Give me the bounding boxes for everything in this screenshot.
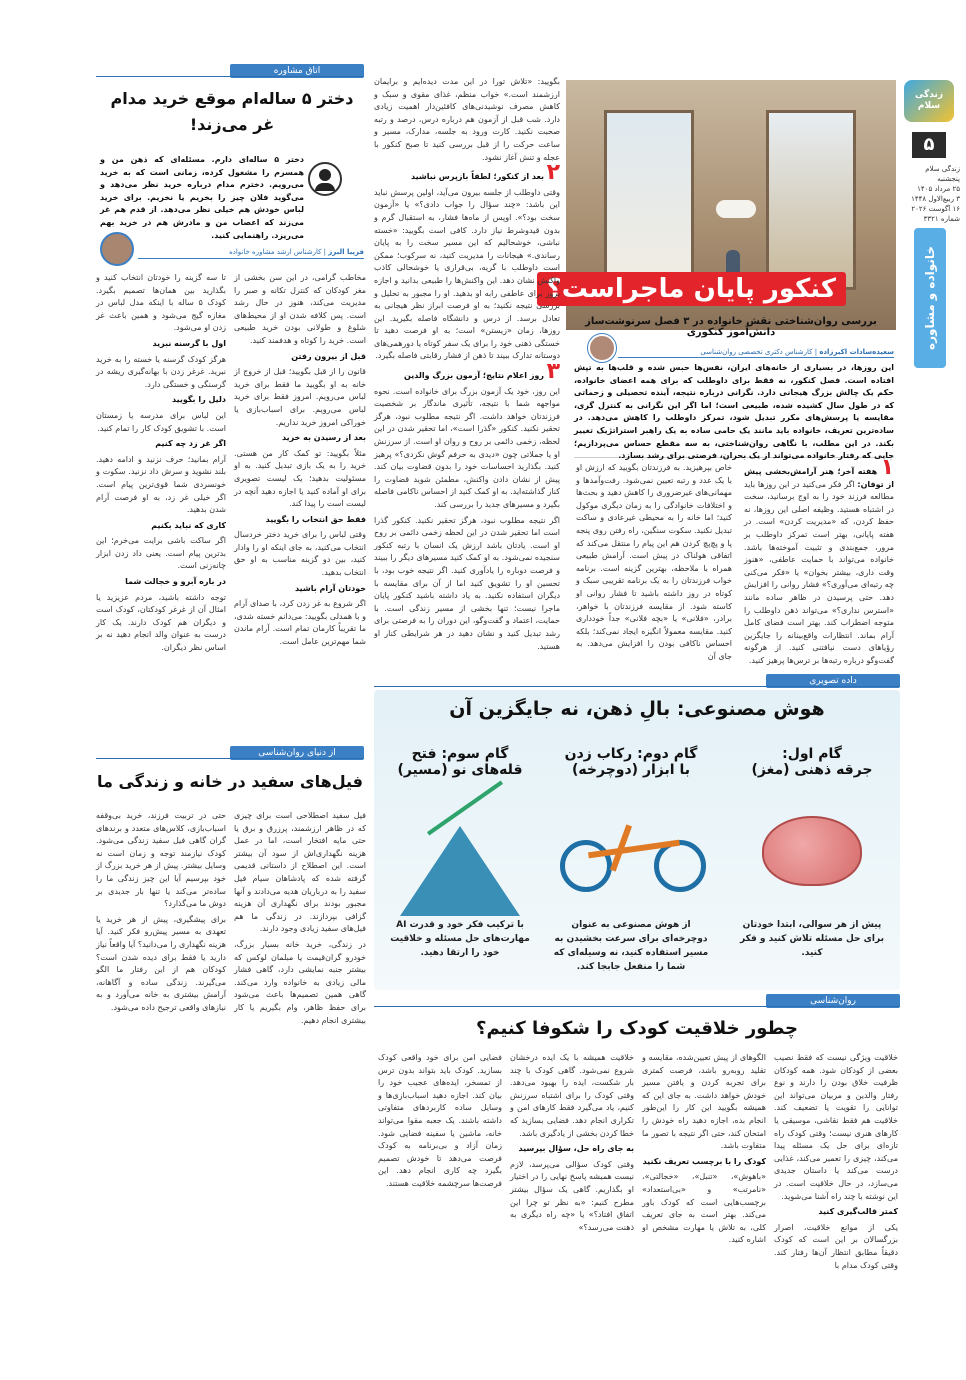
answerer-name: فریبا البرز xyxy=(328,248,364,256)
lead-author-avatar xyxy=(588,334,616,362)
creativity-title: چطور خلاقیت کودک را شکوفا کنیم؟ xyxy=(476,1018,798,1039)
advice-tip1-body: هرگز کودک گرسنه یا خسته را به خرید نبرید. غرغر زدن با بهانه‌گیری ریشه در گرسنگی و خستگی دارد. xyxy=(96,354,226,389)
creativity-col3-text: خلاقیت همیشه با یک ایده درخشان شروع نمی‌شود. گاهی کودک با چند بار شکست، ایده را بهبود می‌دهد. وقتی کودک را برای اشتباه سرزنش کنیم، یاد می‌گیرد فقط کارهای امن و تکراری انجام دهد. فضایی بسازید که خطا کردن بخشی از یادگیری باشد. xyxy=(510,1053,634,1138)
lead-author-name: سعیده‌سادات اکبرزاده xyxy=(819,348,894,356)
question-icon xyxy=(308,162,342,196)
date-block xyxy=(898,164,960,224)
date-hijri: ۳ ربیع‌الاول ۱۴۴۸ xyxy=(911,195,960,203)
elephants-body2: در زندگی، خرید خانه بسیار بزرگ، خودرو گران‌قیمت یا مبلمان لوکس که بیشتر جنبه نمایشی دارد، گاهی فشار مالی زیادی به خانواده وارد می‌کند. گاهی همین تصمیم‌ها باعث می‌شود برای حفظ ظاهر، وام بگیریم یا کار بیشتری انجام دهیم. xyxy=(234,939,366,1025)
lead-subtitle: بررسی روان‌شناختی نقش خانواده در ۳ فصل سرنوشت‌ساز دانش‌آموز کنکوری xyxy=(585,316,877,338)
step-2-label: گام دوم: رکاب زدن xyxy=(564,746,698,762)
elephants-section-label: از دنیای روان‌شناسی xyxy=(230,746,364,760)
advice-sub1-body: قانون را از قبل بگویید؛ قبل از خروج از خانه به او بگویید ما فقط برای خرید لباس می‌رویم. امروز فقط برای خرید لباس می‌رویم. برای اسباب‌بازی یا خوراکی امروز خرید نداریم. xyxy=(234,367,366,427)
advice-tip2-body: این لباس برای مدرسه یا زمستان است. با تشویق کودک کار را تمام کنید. xyxy=(96,410,226,433)
elephants-title: فیل‌های سفید در خانه و زندگی ما xyxy=(97,772,363,791)
infographic-title: هوش مصنوعی: بالِ ذهن، نه جایگزین آن xyxy=(449,698,825,720)
creativity-col3 xyxy=(510,1052,634,1372)
advice-sub1: قبل از بیرون رفتن xyxy=(291,351,366,361)
advice-sub2-body: مثلاً بگویید: تو کمک کار من هستی. خرید را به یک بازی تبدیل کنید. به او مسئولیت بدهید؛ یک لیست تصویری برای او آماده کنید یا اجازه دهید آنچه در لیست است را پیدا کند. xyxy=(234,448,366,509)
advice-col2-text: تا سه گزینه را خودتان انتخاب کنید و بگذارید بین همان‌ها تصمیم بگیرد. کودک ۵ ساله با اینکه مدل لباس در مغازه گیج می‌شود و همین باعث غر زدن او می‌شود. xyxy=(96,273,226,333)
advice-question: دختر ۵ ساله‌ای دارم. مسئله‌ای که ذهن من و همسرم را مشغول کرده، زمانی است که به خرید می‌رویم. دخترم مدام درباره خرید نظر می‌دهد و می‌گوید فلان چیز را بخریم یا نخریم. برای خرید لباس خودش هم خیلی نظر می‌دهد. از قدم هم غر می‌زند که اعصاب من و مادرش هم در خرید بهم می‌ریزد. راهنمایی کنید. xyxy=(100,155,304,240)
advice-sub2: بعد از رسیدن به خرید xyxy=(281,433,366,443)
step-2-name: با ابزار (دوچرخه) xyxy=(572,762,690,778)
lead-s2-body: وقتی داوطلب از جلسه بیرون می‌آید، اولین پرسش نباید این باشد: «چند سؤال را جواب دادی؟» یا «آزمون سخت بود؟». اوپس از ماه‌ها فشار، به استقبال گرم و بدون قیدوشرط نیاز دارد. کافی است بگویید: «خسته نباشی، خوشحالیم که این مسیر سخت را به پایان رساندی.» هیجانات را مدیریت کنید، نه سرکوب؛ ممکن است داوطلب با گریه، بی‌قراری یا خوشحالی کاذب واکنش نشان دهد. این واکنش‌ها را طبیعی بدانید و اجازه بروز برای عاطفی رابه او بدهید. او را مجبور به تحلیل و بررسی نتیجه نکنید؛ به او فرصت ابراز نظر هیجانی به تعادل برسد. از درس و دانشگاه فاصله بگیرید. این روزها، زمان «زیستن» است؛ به او فرصت دهید تا خستگی ذهنی خود را برای یک سفر کوتاه یا دورهمی‌های دوستانه تدارک ببیند تا ذهن از فشار رقابتی فاصله بگیرد. xyxy=(374,187,560,361)
advice-section-label: اتاق مشاوره xyxy=(230,64,364,78)
creativity-section-label: روان‌شناسی xyxy=(766,994,900,1008)
advice-rule xyxy=(96,76,364,77)
creativity-h1-body: یکی از موانع خلاقیت، اصرار بزرگسالان بر این است که کودک دقیقاً مطابق انتظار آن‌ها رفتار کند. وقتی کودک مدام با xyxy=(774,1222,898,1270)
step-2-caption: از هوش مصنوعی به عنوان دوچرخه‌ای برای سرعت بخشیدن به مسیر استفاده کنید، نه وسیله‌ای که شما را منفعل جابجا کند. xyxy=(553,920,709,972)
creativity-rule xyxy=(374,1006,900,1007)
cloud xyxy=(716,200,756,218)
page-number: ۵ xyxy=(912,132,946,158)
advice-tip4-body: اگر ساکت باشی برایت می‌خرم؛ این بدترین پیام است. یعنی داد زدن ابزار چانه‌زنی است. xyxy=(96,536,226,571)
lead-s3-body: این روز، خود یک آزمون بزرگ برای خانواده است. نحوه مواجهه شما با نتیجه، تأثیری ماندگار بر شخصیت فرزندتان خواهد داشت. اگر نتیجه مطلوب نبود، هرگز تحقیر نکنید. کنکور «گذرا است»، اما تحقیر شدن در این لحظه، زخمی دائمی بر روح و روان او است. از سرزنش او یا جملاتی چون «دیدی به حرفم گوش نکردی؟» پرهیز کنید. بگذارید احساسات خود را بدون قضاوت بیان کند. پیش از نشان دادن واکنش، مطمئن شوید قضاوت را کنار گذاشته‌اید. به او کمک کنید از احساس ناکامی فاصله بگیرد و مسیرهای جدید را بررسی کند. xyxy=(374,386,560,509)
lead-author-bar: سعیده‌سادات اکبرزاده | کارشناس دکتری تخصصی روان‌شناسی xyxy=(618,346,894,358)
bicycle-icon xyxy=(560,816,710,896)
advice-title: دختر ۵ ساله‌ام موقع خرید مدام غر می‌زند! xyxy=(110,89,354,134)
advice-sub3-body: وقتی لباس را برای خرید دختر خردسال انتخاب می‌کنید، به جای اینکه او را وادار کنید، بین دو گزینه مناسب به او حق انتخاب بدهید. xyxy=(234,530,366,578)
step-1 xyxy=(732,746,892,986)
advice-tip3: اگر غر زد چه کنیم xyxy=(155,439,226,449)
section-number-3: ۳ xyxy=(546,359,560,385)
lead-s1-title: هفته آخر؛ هنر آرامش‌بخشی پیش از توفان: xyxy=(744,467,895,489)
answerer-role: کارشناس ارشد مشاوره خانواده xyxy=(229,248,322,256)
lead-col1 xyxy=(744,455,895,665)
mountain-icon xyxy=(400,826,520,916)
step-3 xyxy=(380,746,540,986)
creativity-h1: کمتر قالب‌گیری کنید xyxy=(818,1207,898,1217)
advice-tip1: اول با گرسنه نبرید xyxy=(152,338,226,348)
advice-sub4-body: اگر شروع به غر زدن کرد، با صدای آرام و با همدلی بگویید: می‌دانم خسته شدی، ما تقریباً کارمان تمام است. آرام ماندن شما مهم‌ترین عامل است. xyxy=(234,599,366,647)
lead-col2: خاص بپرهیزید. به فرزندتان بگویید که ارزش او با یک عدد و رتبه تعیین نمی‌شود. رفت‌وآمدها و مهمانی‌های غیرضروری را کاهش دهید و بحث‌ها و اختلافات خانوادگی را به زمان دیگری موکول کنید؛ اما خانه را به محیطی غیرعادی و ساکت تبدیل نکنید. سکوت سنگین، راه رفتن روی پنجه پا و پچ‌پچ کردن هم این پیام را منتقل می‌کند که اتفاقی هولناک در پیش است. آرامش طبیعی همراه با ملاحظه، بهترین گزینه است. برنامه خواب فرزندتان را به یک برنامه تقریبی سبک و کوتاه در روز داشته باشید تا فشار روانی او کاسته شود. از مقایسه فرزندتان با خواهر، برادر، «فلانی» یا «بچه فلانی» جداً خودداری کنید. مقایسه معمولاً انگیزه ایجاد نمی‌کند؛ بلکه احساس ناکافی بودن را افزایش می‌دهد. به جای آن xyxy=(576,463,732,661)
advice-col1 xyxy=(234,272,366,732)
section-number-2: ۲ xyxy=(546,160,560,186)
lead-s1-body: اگر فکر می‌کنید در این روزها باید مطالعه فرزند خود را به اوج برسانید، سخت در اشتباه هستید. وظیفه اصلی این روزها، نه حفظ کردن، که «مدیریت کردن» است. در هفته پایانی، بهتر است تمرکز داوطلب بر مرور، جمع‌بندی و تثبیت آموخته‌ها باشد. خانواده می‌تواند با حمایت عاطفی، «هنوز وقت داری، بیشتر بخوان» یا «فکر می‌کنی چه رتبه‌ای می‌آوری؟» فشار روانی را افزایش دهد. حتی پرسیدن در ظاهر ساده مانند «استرس نداری؟» می‌تواند ذهن داوطلب را متوجه اضطراب کند. بهتر است فضای کامل آرام بماند. انتظارات واقع‌بینانه را جایگزین رؤیاهای دست نیافتنی کنید. از هرگونه گفت‌وگو درباره رتبه‌ها بر ترس‌ها پرهیز کنید. xyxy=(744,479,894,665)
creativity-col1 xyxy=(774,1052,898,1372)
answerer-avatar xyxy=(100,232,134,266)
lead-s3-title: روز اعلام نتایج؛ آزمون بزرگ والدین xyxy=(404,371,545,381)
lead-s1c: بگویید: «تلاش تورا در این مدت دیده‌ایم و برایمان ارزشمند است.» خواب منظم، غذای مقوی و سبک و کاهش مصرف نوشیدنی‌های کافئین‌دار اهمیت زیادی دارد. شب قبل از آزمون هم درباره درس، درصد و رتبه صحبت نکنید. کارت ورود به جلسه، مدارک، مسیر و ساعت حرکت را از قبل بررسی کنید تا صبح کنکور با عجله و تنش آغاز نشود. xyxy=(374,77,560,162)
section-tab-label: خانواده و مشاوره xyxy=(922,246,937,350)
step-1-name: جرقه ذهنی (مغز) xyxy=(751,762,873,778)
logo xyxy=(904,80,954,122)
creativity-col2 xyxy=(642,1052,766,1372)
lead-intro: این روزها، در بسیاری از خانه‌های ایران، نفس‌ها حبس شده و قلب‌ها به تپش افتاده است. فصل کنکور، نه فقط برای داوطلب که برای همه اعضای خانواده، حکم یک چالش بزرگ هیجانی دارد. نگرانی درباره نتیجه، آینده تحصیلی و زحماتی که در طول سال کشیده شده، طبیعی است؛ اما اگر این نگرانی به کنترل گری، مقایسه یا پرسش‌های مکرر تبدیل شود، تمرکز داوطلب را کاهش می‌دهد. در ساده‌ترین تعریف، خانواده باید مانند یک حامی ساده به یک راهبر استراتژیک تغییر بکند. در این مطلب، با نگاهی روان‌شناختی، به سه مقطع حساس می‌پردازیم؛ جایی که رفتار خانواده می‌تواند از یک بحران، فرصتی برای رشد بسازد. xyxy=(574,363,894,461)
door-right xyxy=(766,110,856,290)
advice-sub3: فقط حق انتخاب را بگویید xyxy=(265,514,366,524)
brain-icon xyxy=(762,816,862,886)
elephants-rule xyxy=(96,758,364,759)
advice-tip5: در باره آبرو و خجالت شما xyxy=(125,577,226,587)
advice-tip4: کاری که نباید بکنیم xyxy=(151,520,226,530)
section-number-1: ۱ xyxy=(880,455,895,480)
elephants-col1 xyxy=(234,810,366,1370)
advice-tip3-body: آرام بمانید؛ حرف نزنید و ادامه دهید. بلند نشوید و سرش داد نزنید. سکوت و خونسردی شما قوی‌ترین پیام است. اگر خیلی غر زد، به او فرصت آرام شدن بدهید. xyxy=(96,454,226,515)
lead-author-role: کارشناس دکتری تخصصی روان‌شناسی xyxy=(700,348,813,356)
date-fa: ۲۵ مرداد ۱۴۰۵ xyxy=(917,185,960,193)
elephants-body1: فیل سفید اصطلاحی است برای چیزی که در ظاهر ارزشمند، پرزرق و برق یا حتی مایه افتخار است، اما در عمل هزینه نگهداری‌اش از سود آن بیشتر است. این اصطلاح از داستانی قدیمی گرفته شده که پادشاهان سیام فیل سفید را به درباریان هدیه می‌دادند و آنها مجبور بودند برای نگهداری آن هزینه گزافی بپردازند. در زندگی ما هم فیل‌های سفید زیادی وجود دارند. xyxy=(234,811,366,934)
creativity-h3: به جای راه حل، سؤال بپرسید xyxy=(518,1144,634,1154)
step-3-label: گام سوم: فتح xyxy=(411,746,509,762)
section-tab xyxy=(914,228,946,368)
infographic xyxy=(374,690,900,990)
step-1-label: گام اول: xyxy=(782,746,842,762)
step-3-name: قله‌های نو (مسیر) xyxy=(397,762,523,778)
advice-sub4: خودتان آرام باشید xyxy=(294,583,366,593)
elephants-body3: حتی در تربیت فرزند، خرید بی‌وقفه اسباب‌بازی، کلاس‌های متعدد و برندهای گران گاهی فیل سفید زندگی می‌شود. کودک نیازمند توجه و زمان است نه وسایل بیشتر. پیش از هر خرید بزرگ از خود بپرسیم آیا این چیز زندگی ما را ساده‌تر می‌کند یا تنها بار جدیدی بر دوش ما می‌گذارد؟ xyxy=(96,811,226,909)
creativity-col2-text: الگوهای از پیش تعیین‌شده، مقایسه و تقلید روبه‌رو باشد، فرصت کمتری برای تجربه کردن و یافتن مسیر خودش خواهد داشت. به جای این که همیشه بگویید این کار را این‌طور انجام بده، اجازه دهید راه خودش را امتحان کند، حتی اگر نتیجه با تصور ما متفاوت باشد. xyxy=(642,1053,766,1151)
creativity-col1-text: خلاقیت ویژگی نیست که فقط نصیب بعضی از کودکان شود. همه کودکان ظرفیت خلاق بودن را دارند و نوع رفتار والدین و مربیان می‌تواند این توانایی را تقویت یا تضعیف کند. خلاقیت هم فقط نقاشی، موسیقی یا کارهای هنری نیست؛ وقتی کودک راه تازه‌ای برای حل یک مسئله پیدا می‌کند، چیزی را تعمیر می‌کند، غذایی درست می‌کند یا داستان جدیدی می‌سازد، در حال خلاقیت است. در این نوشته با چند راه آشنا می‌شوید. xyxy=(774,1053,898,1201)
paper-name: زندگی سلام xyxy=(925,165,960,173)
creativity-h3-body: وقتی کودک سؤالی می‌پرسد، لازم نیست همیشه پاسخ نهایی را در اختیار او بگذاریم. گاهی یک سؤال بیشتر مطرح کنیم: «به نظر تو چرا این اتفاق افتاد؟» یا «چه راه دیگری به ذهنت می‌رسد؟» xyxy=(510,1159,634,1232)
creativity-col4: فضایی امن برای خود واقعی کودک بسازید. کودک باید بتواند بدون ترس از تمسخر، ایده‌های عجیب خود را بیان کند. اجازه دهید اسباب‌بازی‌ها و وسایل ساده کاربردهای متفاوتی داشته باشند. یک جعبه مقوا می‌تواند خانه، ماشین یا سفینه فضایی شود. زمان آزاد و بی‌برنامه به کودک فرصت می‌دهد تا خودش تصمیم بگیرد چه کاری انجام دهد. این فرصت‌ها سرچشمه خلاقیت هستند. xyxy=(378,1053,502,1188)
advice-tip2: دلیل را بگویید xyxy=(172,395,226,405)
issue-number: شماره ۳۳۲۱ xyxy=(923,215,960,223)
advice-tip5-body: توجه داشته باشید، مردم عزیزید یا امثال آن از غرغر کودکتان، کودک است و دیگران هم کودک دارند. یک کار درست به عنوان والد انجام دهید نه بر اساس نظر دیگران. xyxy=(96,592,226,653)
elephants-col2 xyxy=(96,810,226,1370)
door-left xyxy=(604,110,694,290)
creativity-h2: کودک را با برچسب تعریف نکنید xyxy=(642,1156,766,1166)
masthead xyxy=(898,80,960,370)
advice-col2 xyxy=(96,272,226,732)
lead-s2-title: بعد از کنکور؛ لطفاً بازپرس نباشید xyxy=(410,172,545,182)
logo-text: زندگی سلام xyxy=(914,90,944,111)
advice-body1: مخاطب گرامی، در این سن بخشی از مغز کودکان که کنترل تکانه و صبر را مدیریت می‌کند، هنوز در حال رشد است. پس کلافه شدن او از محیط‌های شلوغ و طولانی بودن خرید طبیعی است. خرید را کوتاه و هدفمند کنید. xyxy=(234,273,366,345)
infographic-section-label: داده تصویری xyxy=(766,674,900,688)
infographic-rule xyxy=(374,686,900,687)
lead-col3 xyxy=(374,76,560,651)
lead-col4-text: اگر نتیجه مطلوب نبود، هرگز تحقیر نکنید. کنکور گذرا است اما تحقیر شدن در این لحظه زخمی دائمی بر روح او است. یادتان باشد ارزش یک انسان با رتبه کنکور سنجیده نمی‌شود. به او کمک کنید مسیرهای دیگر را ببیند و فرصت دوباره را یادآوری کنید. اگر نتیجه خوب بود، با تحسین او را تشویق کنید اما از آن برای مقایسه با دیگران استفاده نکنید. به یاد داشته باشید کنکور پایان ماجرا نیست؛ تنها بخشی از مسیر زندگی است. با حمایت، اعتماد و گفت‌وگو، این دوران را به فرصتی برای رشد تبدیل کنید و نشان دهید در هر شرایطی کنار او هستید. xyxy=(374,515,560,651)
creativity-h2-body: «باهوش»، «تنبل»، «خجالتی»، «نامرتب» و «بی‌استعداد» برچسب‌هایی است که کودک باور می‌کند. بهتر است به جای تعریف کلی، به تلاش یا مهارت مشخص او اشاره کنید. xyxy=(642,1172,766,1245)
answerer-bar: فریبا البرز | کارشناس ارشد مشاوره خانواده xyxy=(138,246,364,259)
lead-title: کنکور پایان ماجراست؟ xyxy=(537,272,846,306)
weekday: پنجشنبه xyxy=(937,175,960,183)
date-en: ۱۶ آگوست ۲۰۲۶ xyxy=(911,205,960,213)
elephants-body4: برای پیشگیری، پیش از هر خرید یا تعهدی به مسیر پیش‌رو فکر کنید. آیا هزینه نگهداری را می‌دانید؟ آیا واقعاً نیاز دارید یا فقط برای دیده شدن است؟ کودکان هم از این رفتار ما الگو می‌گیرند. زندگی ساده و آگاهانه، آرامش بیشتری به خانه می‌آورد و به نیازهای واقعی ترجیح داده می‌شود. xyxy=(96,914,226,1012)
step-1-caption: پیش از هر سوالی، ابتدا خودتان برای حل مسئله تلاش کنید و فکر کنید. xyxy=(740,920,884,958)
step-2 xyxy=(546,746,716,986)
step-3-caption: با ترکیب فکر خود و قدرت AI مهارت‌های حل مسئله و خلاقیت خود را ارتقا دهید. xyxy=(390,920,530,958)
